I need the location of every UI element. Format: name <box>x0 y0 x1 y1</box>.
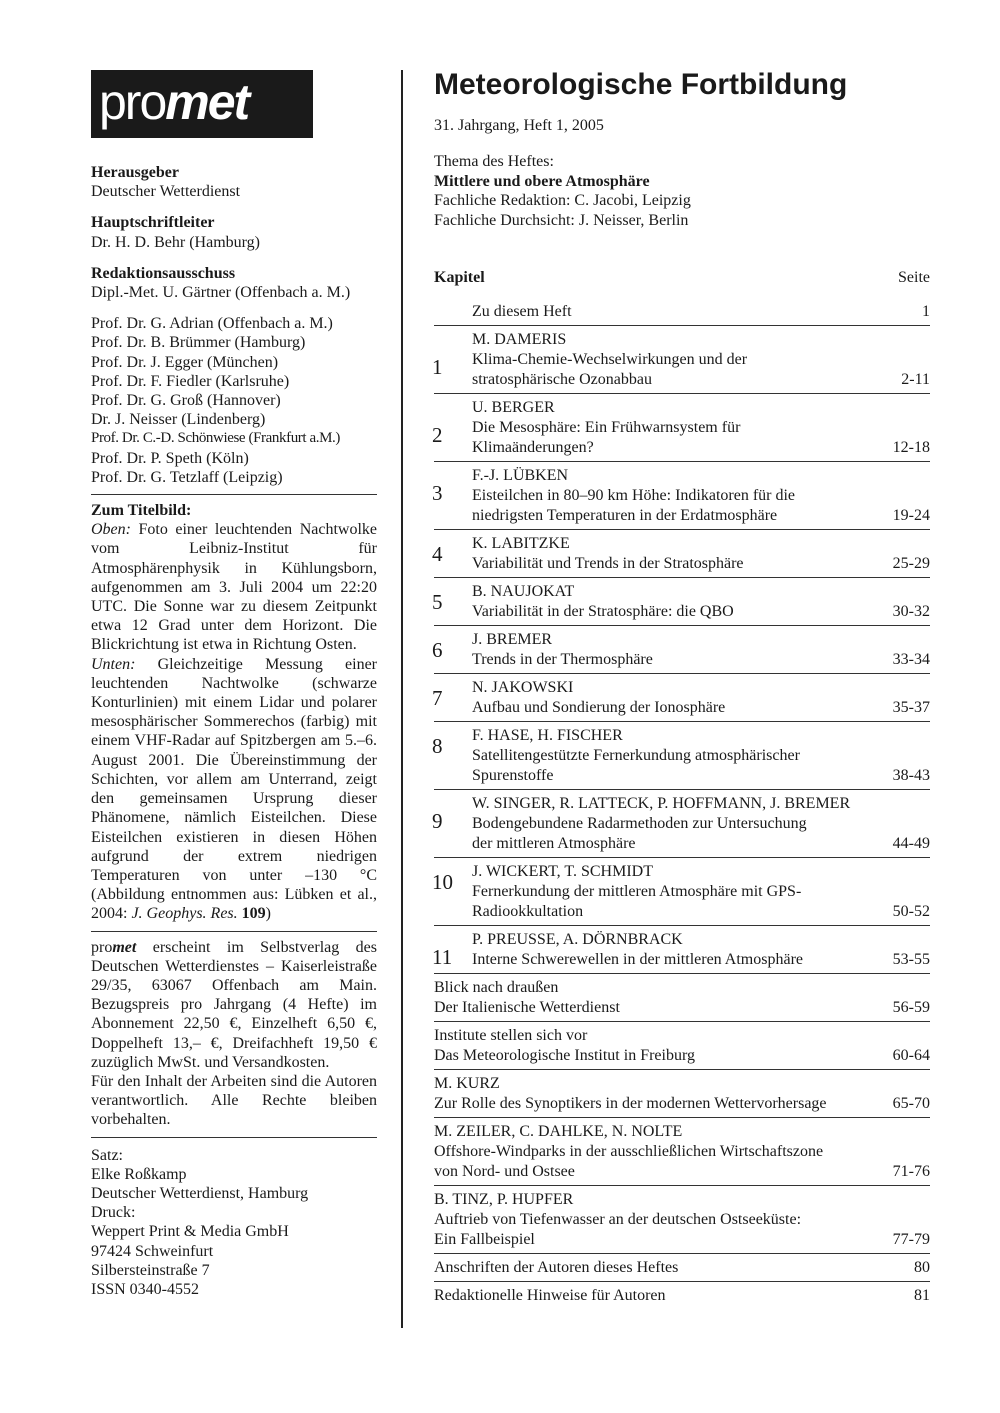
titelbild-oben: Oben: Foto einer leuchtenden Nachtwolke vom Leibniz-Institut für Atmosphärenphysik in Kühlungsborn, aufgenommen am 3. Juli 2004 um 22:20 UTC. Die Sonne war zu diesem Zeitpunkt etwa 12 Grad unter dem Horizont. Die Blickrichtung ist etwa in Richtung Osten. <box>91 521 378 654</box>
toc-entry-chapter[interactable] <box>434 630 930 670</box>
toc-entry-extra[interactable] <box>434 1074 930 1114</box>
chapter-page: 44-49 <box>892 835 930 852</box>
theme-block <box>434 152 930 230</box>
divider <box>434 1069 930 1070</box>
seite-label: Seite <box>898 269 930 286</box>
chapter-title-line: Aufbau und Sondierung der Ionosphäre <box>472 699 726 716</box>
extra-page: 71-76 <box>892 1163 930 1180</box>
contents-column <box>434 68 930 1306</box>
extra-line: von Nord- und Ostsee <box>434 1163 575 1180</box>
druck-line: 97424 Schweinfurt <box>91 1242 214 1260</box>
toc-entry-chapter[interactable] <box>434 678 930 718</box>
toc-header <box>434 268 930 288</box>
chapter-page: 30-32 <box>892 603 930 620</box>
divider <box>434 1185 930 1186</box>
member: Prof. Dr. G. Groß (Hannover) <box>91 392 281 410</box>
herausgeber-block <box>91 163 377 201</box>
redaktion-first: Dipl.-Met. U. Gärtner (Offenbach a. M.) <box>91 284 351 302</box>
chapter-author: W. SINGER, R. LATTECK, P. HOFFMANN, J. BREMER <box>472 795 851 812</box>
divider <box>434 393 930 394</box>
toc-entry-extra[interactable] <box>434 978 930 1018</box>
extra-line: Zur Rolle des Synoptikers in der modernen Wettervorhersage <box>434 1095 827 1112</box>
chapter-page: 35-37 <box>892 699 930 716</box>
divider <box>91 931 377 932</box>
chapter-page: 50-52 <box>892 903 930 920</box>
extra-line: Ein Fallbeispiel <box>434 1231 535 1248</box>
chapter-number: 7 <box>432 686 443 710</box>
divider <box>434 925 930 926</box>
toc-entry-extra[interactable] <box>434 1190 930 1250</box>
member: Prof. Dr. G. Tetzlaff (Leipzig) <box>91 468 283 486</box>
chapter-page: 12-18 <box>892 439 930 456</box>
redaktion-members <box>91 314 377 487</box>
chapter-page: 38-43 <box>892 767 930 784</box>
table-of-contents <box>434 302 930 1306</box>
chapter-author: M. DAMERIS <box>472 331 567 348</box>
divider <box>434 625 930 626</box>
chapter-title-line: stratosphärische Ozonabbau <box>472 371 652 388</box>
divider <box>434 1117 930 1118</box>
toc-entry-chapter[interactable] <box>434 862 930 922</box>
toc-entry-extra[interactable] <box>434 1026 930 1066</box>
page-title: Meteorologische Fortbildung <box>434 68 848 101</box>
extra-line: Anschriften der Autoren dieses Heftes <box>434 1259 679 1276</box>
divider <box>434 789 930 790</box>
extra-page: 65-70 <box>892 1095 930 1112</box>
toc-title: Zu diesem Heft <box>472 303 572 320</box>
column-rule <box>401 70 403 1328</box>
theme-title: Mittlere und obere Atmosphäre <box>434 172 650 190</box>
toc-entry-intro[interactable] <box>434 302 930 322</box>
chapter-number: 3 <box>432 481 443 505</box>
chapter-page: 53-55 <box>892 951 930 968</box>
extra-line: Blick nach draußen <box>434 979 559 996</box>
divider <box>434 325 930 326</box>
chapter-number: 2 <box>432 423 443 447</box>
extra-line: M. ZEILER, C. DAHLKE, N. NOLTE <box>434 1123 683 1140</box>
chapter-title-line: Klimaänderungen? <box>472 439 594 456</box>
hauptschriftleiter-value: Dr. H. D. Behr (Hamburg) <box>91 233 261 251</box>
chapter-page: 19-24 <box>892 507 930 524</box>
publisher-rights: Für den Inhalt der Arbeiten sind die Autoren verantwortlich. Alle Rechte bleiben vorbehalten. <box>91 1072 377 1129</box>
member: Prof. Dr. G. Adrian (Offenbach a. M.) <box>91 315 333 333</box>
extra-line: Institute stellen sich vor <box>434 1027 588 1044</box>
chapter-author: B. NAUJOKAT <box>472 583 575 600</box>
extra-page: 81 <box>914 1287 930 1304</box>
member: Prof. Dr. F. Fiedler (Karlsruhe) <box>91 372 290 390</box>
extra-line: Das Meteorologische Institut in Freiburg <box>434 1047 695 1064</box>
member: Prof. Dr. P. Speth (Köln) <box>91 449 249 467</box>
issn: ISSN 0340-4552 <box>91 1280 200 1298</box>
chapter-title-line: niedrigsten Temperaturen in der Erdatmosphäre <box>472 507 778 524</box>
chapter-title-line: Satellitengestützte Fernerkundung atmosphärischer <box>472 747 800 764</box>
divider <box>91 1137 377 1138</box>
chapter-title-line: der mittleren Atmosphäre <box>472 835 636 852</box>
toc-entry-chapter[interactable] <box>434 398 930 458</box>
divider <box>434 673 930 674</box>
member: Prof. Dr. C.-D. Schönwiese (Frankfurt a.M.) <box>91 430 341 447</box>
toc-entry-extra[interactable] <box>434 1122 930 1182</box>
toc-entry-chapter[interactable] <box>434 582 930 622</box>
redaktion-label: Redaktionsausschuss <box>91 264 236 282</box>
divider <box>434 1253 930 1254</box>
chapter-number: 6 <box>432 638 443 662</box>
extra-line: Auftrieb von Tiefenwasser an der deutschen Ostseeküste: <box>434 1211 802 1228</box>
divider <box>434 529 930 530</box>
member: Prof. Dr. J. Egger (München) <box>91 353 279 371</box>
chapter-author: K. LABITZKE <box>472 535 570 552</box>
extra-line: Der Italienische Wetterdienst <box>434 999 620 1016</box>
chapter-page: 2-11 <box>901 371 930 388</box>
publisher-block <box>91 938 377 1130</box>
hauptschriftleiter-block <box>91 213 377 251</box>
titelbild-heading: Zum Titelbild: <box>91 502 192 520</box>
extra-line: Offshore-Windparks in der ausschließlichen Wirtschaftszone <box>434 1143 824 1160</box>
druck-line: Weppert Print & Media GmbH <box>91 1223 289 1241</box>
extra-page: 80 <box>914 1259 930 1276</box>
chapter-title-line: Bodengebundene Radarmethoden zur Untersuchung <box>472 815 807 832</box>
druck-line: Silbersteinstraße 7 <box>91 1261 210 1279</box>
theme-label: Thema des Heftes: <box>434 153 554 170</box>
toc-entry-chapter[interactable] <box>434 466 930 526</box>
druck-label: Druck: <box>91 1204 136 1222</box>
chapter-number: 5 <box>432 590 443 614</box>
chapter-title-line: Spurenstoffe <box>472 767 554 784</box>
issue-info: 31. Jahrgang, Heft 1, 2005 <box>434 117 604 134</box>
chapter-title-line: Die Mesosphäre: Ein Frühwarnsystem für <box>472 419 741 436</box>
divider <box>91 494 377 495</box>
toc-entry-chapter[interactable] <box>434 726 930 786</box>
hauptschriftleiter-label: Hauptschriftleiter <box>91 214 215 232</box>
satz-org: Deutscher Wetterdienst, Hamburg <box>91 1184 309 1202</box>
divider <box>434 973 930 974</box>
extra-line: B. TINZ, P. HUPFER <box>434 1191 574 1208</box>
chapter-number: 4 <box>432 542 443 566</box>
titelbild-block <box>91 501 377 923</box>
divider <box>434 721 930 722</box>
toc-entry-chapter[interactable] <box>434 930 930 970</box>
chapter-author: F.-J. LÜBKEN <box>472 467 569 484</box>
publisher-text: promet erscheint im Selbstverlag des Deutschen Wetterdienstes – Kaiserleistraße 29/35, 63067 Offenbach am Main. Bezugspreis pro Jahrgang (4 Hefte) im Abonnement 22,50 €, Einzelheft 6,50 €, Doppelheft 13,– €, Dreifachheft 19,50 € zuzüglich MwSt. und Versandkosten. <box>91 938 378 1071</box>
chapter-number: 10 <box>432 870 453 894</box>
extra-page: 77-79 <box>892 1231 930 1248</box>
chapter-title-line: Variabilität in der Stratosphäre: die QBO <box>472 603 734 620</box>
chapter-page: 33-34 <box>892 651 930 668</box>
chapter-author: U. BERGER <box>472 399 555 416</box>
kapitel-label: Kapitel <box>434 269 485 286</box>
toc-entry-extra[interactable] <box>434 1258 930 1278</box>
satz-label: Satz: <box>91 1146 123 1164</box>
divider <box>434 1021 930 1022</box>
promet-logo: promet <box>91 70 313 138</box>
extra-line: M. KURZ <box>434 1075 500 1092</box>
chapter-number: 8 <box>432 734 443 758</box>
chapter-author: N. JAKOWSKI <box>472 679 574 696</box>
chapter-author: J. BREMER <box>472 631 553 648</box>
toc-entry-chapter[interactable] <box>434 330 930 390</box>
extra-page: 56-59 <box>892 999 930 1016</box>
production-block <box>91 1146 377 1300</box>
herausgeber-label: Herausgeber <box>91 164 179 181</box>
herausgeber-value: Deutscher Wetterdienst <box>91 183 241 201</box>
member: Dr. J. Neisser (Lindenberg) <box>91 411 266 429</box>
titelbild-unten: Unten: Gleichzeitige Messung einer leuchtenden Nachtwolke (schwarze Konturlinien) mit einem Lidar und polarer mesosphärischer Sommerechos (farbig) mit einem VHF-Radar auf Spitzbergen am 5.–6. August 2001. Die Übereinstimmung der Schichten, vor allem am Unterrand, zeigt den gemeinsamen Ursprung dieser Phänomene, nämlich Eisteilchen. Diese Eisteilchen existieren in diesen Höhen aufgrund der extrem niedrigen Temperaturen von unter –130 °C (Abbildung entnommen aus: Lübken et al., 2004: J. Geophys. Res. 109) <box>91 655 377 923</box>
chapter-number: 1 <box>432 355 443 379</box>
toc-page: 1 <box>922 303 930 320</box>
divider <box>434 857 930 858</box>
toc-entry-chapter[interactable] <box>434 534 930 574</box>
chapter-number: 11 <box>432 945 453 969</box>
chapter-page: 25-29 <box>892 555 930 572</box>
divider <box>434 1281 930 1282</box>
satz-name: Elke Roßkamp <box>91 1165 187 1183</box>
redaktion-block <box>91 264 377 302</box>
chapter-author: J. WICKERT, T. SCHMIDT <box>472 863 653 880</box>
chapter-author: P. PREUSSE, A. DÖRNBRACK <box>472 931 683 948</box>
chapter-title-line: Radiookkultation <box>472 903 584 920</box>
fachliche-durchsicht: Fachliche Durchsicht: J. Neisser, Berlin <box>434 211 689 229</box>
chapter-title-line: Variabilität und Trends in der Stratosphäre <box>472 555 744 572</box>
divider <box>434 577 930 578</box>
chapter-number: 9 <box>432 809 443 833</box>
chapter-title-line: Interne Schwerewellen in der mittleren Atmosphäre <box>472 951 803 968</box>
chapter-author: F. HASE, H. FISCHER <box>472 727 623 744</box>
imprint-column <box>91 70 377 1299</box>
member: Prof. Dr. B. Brümmer (Hamburg) <box>91 334 306 352</box>
extra-line: Redaktionelle Hinweise für Autoren <box>434 1287 666 1304</box>
fachliche-redaktion: Fachliche Redaktion: C. Jacobi, Leipzig <box>434 192 691 209</box>
extra-page: 60-64 <box>892 1047 930 1064</box>
toc-entry-chapter[interactable] <box>434 794 930 854</box>
toc-entry-extra[interactable] <box>434 1286 930 1306</box>
divider <box>434 461 930 462</box>
chapter-title-line: Eisteilchen in 80–90 km Höhe: Indikatoren für die <box>472 487 796 504</box>
chapter-title-line: Klima-Chemie-Wechselwirkungen und der <box>472 351 748 368</box>
chapter-title-line: Fernerkundung der mittleren Atmosphäre mit GPS- <box>472 883 802 900</box>
chapter-title-line: Trends in der Thermosphäre <box>472 651 653 668</box>
